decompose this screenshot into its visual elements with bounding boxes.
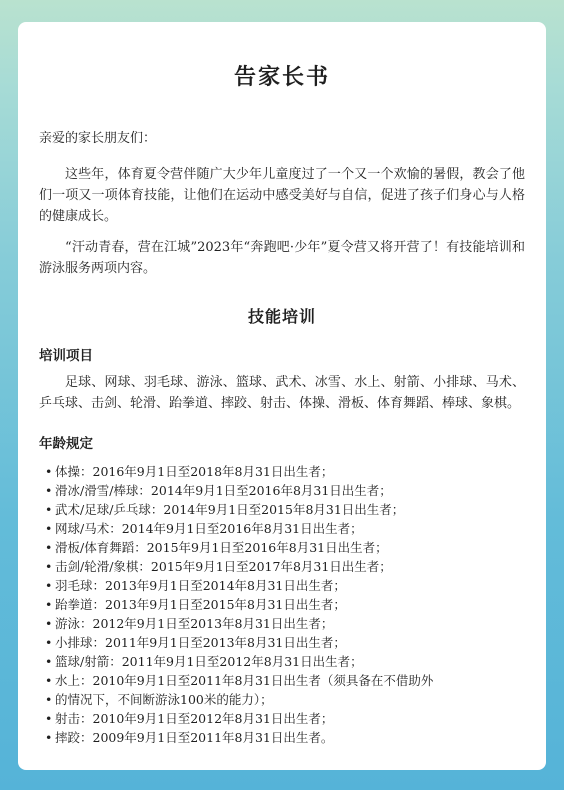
bullet-icon: •	[45, 673, 53, 688]
bullet-icon: •	[45, 730, 53, 745]
age-rule-text: 小排球：2011年9月1日至2013年8月31日出生者；	[55, 635, 346, 650]
projects-subtitle: 培训项目	[39, 348, 93, 364]
age-rules-list	[39, 462, 525, 747]
bullet-icon: •	[45, 521, 53, 536]
age-rule-item	[45, 481, 525, 500]
age-rule-item	[45, 652, 525, 671]
age-rule-item	[45, 633, 525, 652]
bullet-icon: •	[45, 616, 53, 631]
bullet-icon: •	[45, 502, 53, 517]
age-rule-text: 武术/足球/乒乓球：2014年9月1日至2015年8月31日出生者；	[55, 502, 405, 517]
bullet-icon: •	[45, 464, 53, 479]
age-rule-item	[45, 728, 525, 747]
age-rule-text: 体操：2016年9月1日至2018年8月31日出生者；	[55, 464, 334, 479]
skills-section-title: 技能培训	[247, 307, 316, 326]
letter-page	[18, 22, 546, 770]
age-rule-item	[45, 557, 525, 576]
age-rule-text: 羽毛球：2013年9月1日至2014年8月31日出生者；	[55, 578, 346, 593]
age-rule-item	[45, 614, 525, 633]
age-rule-item	[45, 671, 525, 690]
age-rule-text: 游泳：2012年9月1日至2013年8月31日出生者；	[55, 616, 334, 631]
bullet-icon: •	[45, 711, 53, 726]
announcement-paragraph: “汗动青春，营在江城”2023年“奔跑吧·少年”夏令营又将开营了！有技能培训和游泳服务两项内容。	[39, 240, 525, 276]
bullet-icon: •	[45, 692, 53, 707]
projects-list-text: 足球、网球、羽毛球、游泳、篮球、武术、冰雪、水上、射箭、小排球、马术、乒乓球、击剑、轮滑、跆拳道、摔跤、射击、体操、滑板、体育舞蹈、棒球、象棋。	[39, 375, 525, 411]
age-rule-text: 网球/马术：2014年9月1日至2016年8月31日出生者；	[55, 521, 363, 536]
bullet-icon: •	[45, 578, 53, 593]
age-rule-item	[45, 690, 525, 709]
age-rule-text: 滑板/体育舞蹈：2015年9月1日至2016年8月31日出生者；	[55, 540, 388, 555]
bullet-icon: •	[45, 483, 53, 498]
age-rule-text: 滑冰/滑雪/棒球：2014年9月1日至2016年8月31日出生者；	[55, 483, 392, 498]
bullet-icon: •	[45, 559, 53, 574]
age-rule-text: 水上：2010年9月1日至2011年8月31日出生者（须具备在不借助外	[55, 673, 434, 688]
letter-title: 告家长书	[233, 64, 330, 90]
bullet-icon: •	[45, 540, 53, 555]
age-rule-text: 跆拳道：2013年9月1日至2015年8月31日出生者；	[55, 597, 346, 612]
bullet-icon: •	[45, 654, 53, 669]
age-rule-item	[45, 595, 525, 614]
age-rule-text: 击剑/轮滑/象棋：2015年9月1日至2017年8月31日出生者；	[55, 559, 392, 574]
bullet-icon: •	[45, 597, 53, 612]
age-rule-item	[45, 519, 525, 538]
age-rule-text: 射击：2010年9月1日至2012年8月31日出生者；	[55, 711, 334, 726]
intro-paragraph: 这些年，体育夏令营伴随广大少年儿童度过了一个又一个欢愉的暑假，教会了他们一项又一项体育技能，让他们在运动中感受美好与自信，促进了孩子们身心与人格的健康成长。	[39, 167, 525, 224]
age-rule-item	[45, 709, 525, 728]
age-rule-text: 的情况下，不间断游泳100米的能力）；	[55, 692, 273, 707]
age-rule-item	[45, 538, 525, 557]
age-rule-item	[45, 500, 525, 519]
age-rule-text: 篮球/射箭：2011年9月1日至2012年8月31日出生者；	[55, 654, 363, 669]
salutation: 亲爱的家长朋友们：	[39, 131, 157, 146]
age-rules-subtitle: 年龄规定	[39, 436, 93, 452]
age-rule-item	[45, 576, 525, 595]
age-rule-item	[45, 462, 525, 481]
bullet-icon: •	[45, 635, 53, 650]
age-rule-text: 摔跤：2009年9月1日至2011年8月31日出生者。	[55, 730, 334, 745]
